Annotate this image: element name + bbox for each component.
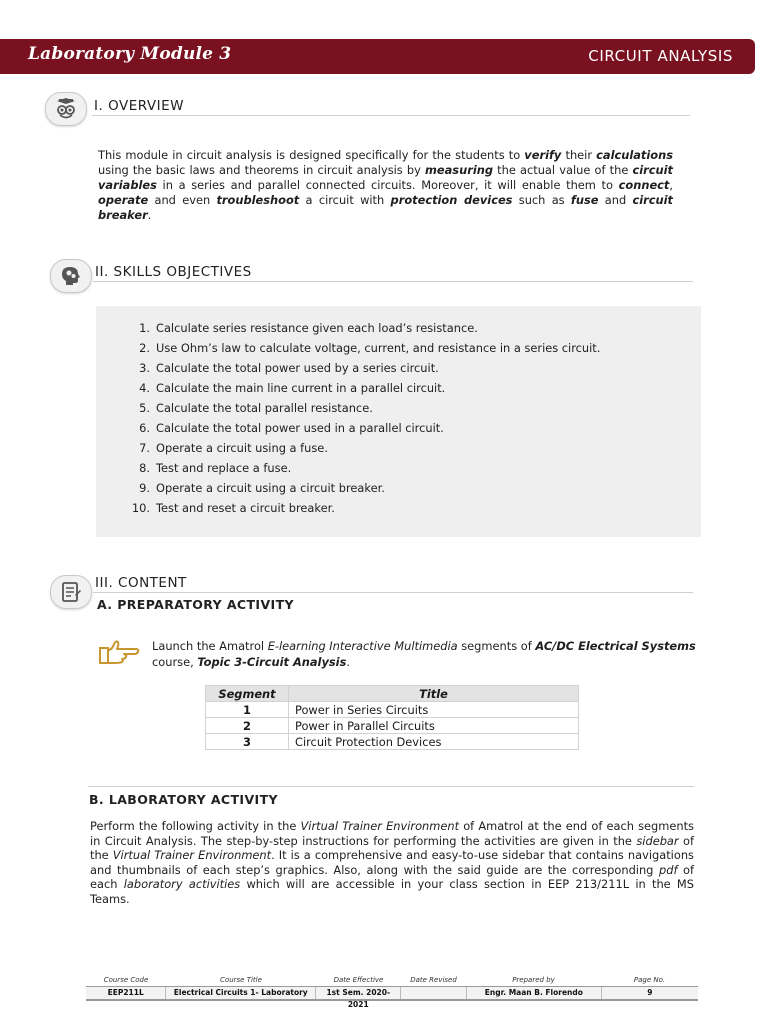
overview-paragraph: This module in circuit analysis is designed specifically for the students to verify their calculations using the basic laws and theorems in circuit analysis by measuring the actual value of the circuit variables in a series and parallel connected circuits. Moreover, it will enable them to connect, operate and even troubleshoot a circuit with protection devices such as fuse and circuit breaker. (98, 148, 673, 222)
overview-heading: I. OVERVIEW (94, 98, 184, 114)
skills-objectives-box (96, 306, 701, 537)
segments-table (205, 685, 579, 750)
preparatory-text: Launch the Amatrol E-learning Interactive Multimedia segments of AC/DC Electrical Systems course, Topic 3-Circuit Analysis. (152, 639, 696, 669)
title-cell: Power in Parallel Circuits (289, 718, 579, 734)
footer-label: Date Effective (333, 976, 384, 984)
title-cell: Circuit Protection Devices (289, 734, 579, 750)
list-item: 3. Calculate the total power used by a series circuit. (139, 361, 439, 375)
list-item: 1. Calculate series resistance given each load’s resistance. (139, 321, 478, 335)
list-item: 9. Operate a circuit using a circuit breaker. (139, 481, 385, 495)
course-title: Electrical Circuits 1- Laboratory (166, 987, 316, 999)
table-row (206, 718, 579, 734)
skills-heading: II. SKILLS OBJECTIVES (95, 264, 252, 280)
title-cell: Power in Series Circuits (289, 702, 579, 718)
laboratory-heading: B. LABORATORY ACTIVITY (89, 792, 278, 807)
page-number: 9 (647, 988, 653, 997)
pointing-hand-icon (98, 638, 140, 670)
laboratory-divider (88, 786, 694, 787)
document-icon (50, 575, 92, 609)
footer-labels (86, 976, 698, 986)
module-title: Laboratory Module 3 (28, 44, 232, 64)
footer-label: Date Revised (410, 976, 457, 984)
column-header: Title (289, 686, 579, 702)
footer-values (86, 986, 698, 1009)
date-effective: 1st Sem. 2020-2021 (316, 987, 401, 999)
laboratory-paragraph: Perform the following activity in the Virtual Trainer Environment of Amatrol at the end of each segments in Circuit Analysis. The step-by-step instructions for performing the activities are given in the sidebar of the Virtual Trainer Environment. It is a comprehensive and easy-to-use sidebar that contains navigations and thumbnails of each step’s graphics. Also, along with the said guide are the corresponding pdf of each laboratory activities which will are accessible in your class section in EEP 213/211L in the MS Teams. (90, 819, 695, 906)
footer-label: Course Code (103, 976, 149, 984)
segment-cell: 2 (206, 718, 289, 734)
table-row (206, 702, 579, 718)
document-footer (86, 976, 698, 1009)
table-header-row (206, 686, 579, 702)
owl-icon (45, 92, 87, 126)
header-bar (0, 39, 755, 74)
footer-label: Prepared by (512, 976, 555, 984)
footer-label: Course Title (220, 976, 262, 984)
head-gears-icon (50, 259, 92, 293)
list-item: 6. Calculate the total power used in a parallel circuit. (139, 421, 444, 435)
list-item: 8. Test and replace a fuse. (139, 461, 292, 475)
list-item: 4. Calculate the main line current in a parallel circuit. (139, 381, 446, 395)
footer-label: Page No. (633, 976, 666, 984)
list-item: 5. Calculate the total parallel resistance. (139, 401, 373, 415)
preparatory-heading: A. PREPARATORY ACTIVITY (97, 597, 294, 612)
column-header: Segment (206, 686, 289, 702)
prepared-by: Engr. Maan B. Florendo (467, 987, 602, 999)
list-item: 7. Operate a circuit using a fuse. (139, 441, 328, 455)
overview-divider (92, 115, 690, 116)
date-revised (401, 987, 466, 999)
table-row (206, 734, 579, 750)
content-divider (93, 592, 693, 593)
skills-divider (93, 281, 693, 282)
list-item: 10. Test and reset a circuit breaker. (131, 501, 335, 515)
objectives-list (126, 320, 600, 520)
segment-cell: 3 (206, 734, 289, 750)
list-item: 2. Use Ohm’s law to calculate voltage, current, and resistance in a series circuit. (139, 341, 601, 355)
segment-cell: 1 (206, 702, 289, 718)
content-heading: III. CONTENT (95, 575, 187, 591)
course-code: EEP211L (86, 987, 166, 999)
subject-title: CIRCUIT ANALYSIS (588, 47, 733, 65)
